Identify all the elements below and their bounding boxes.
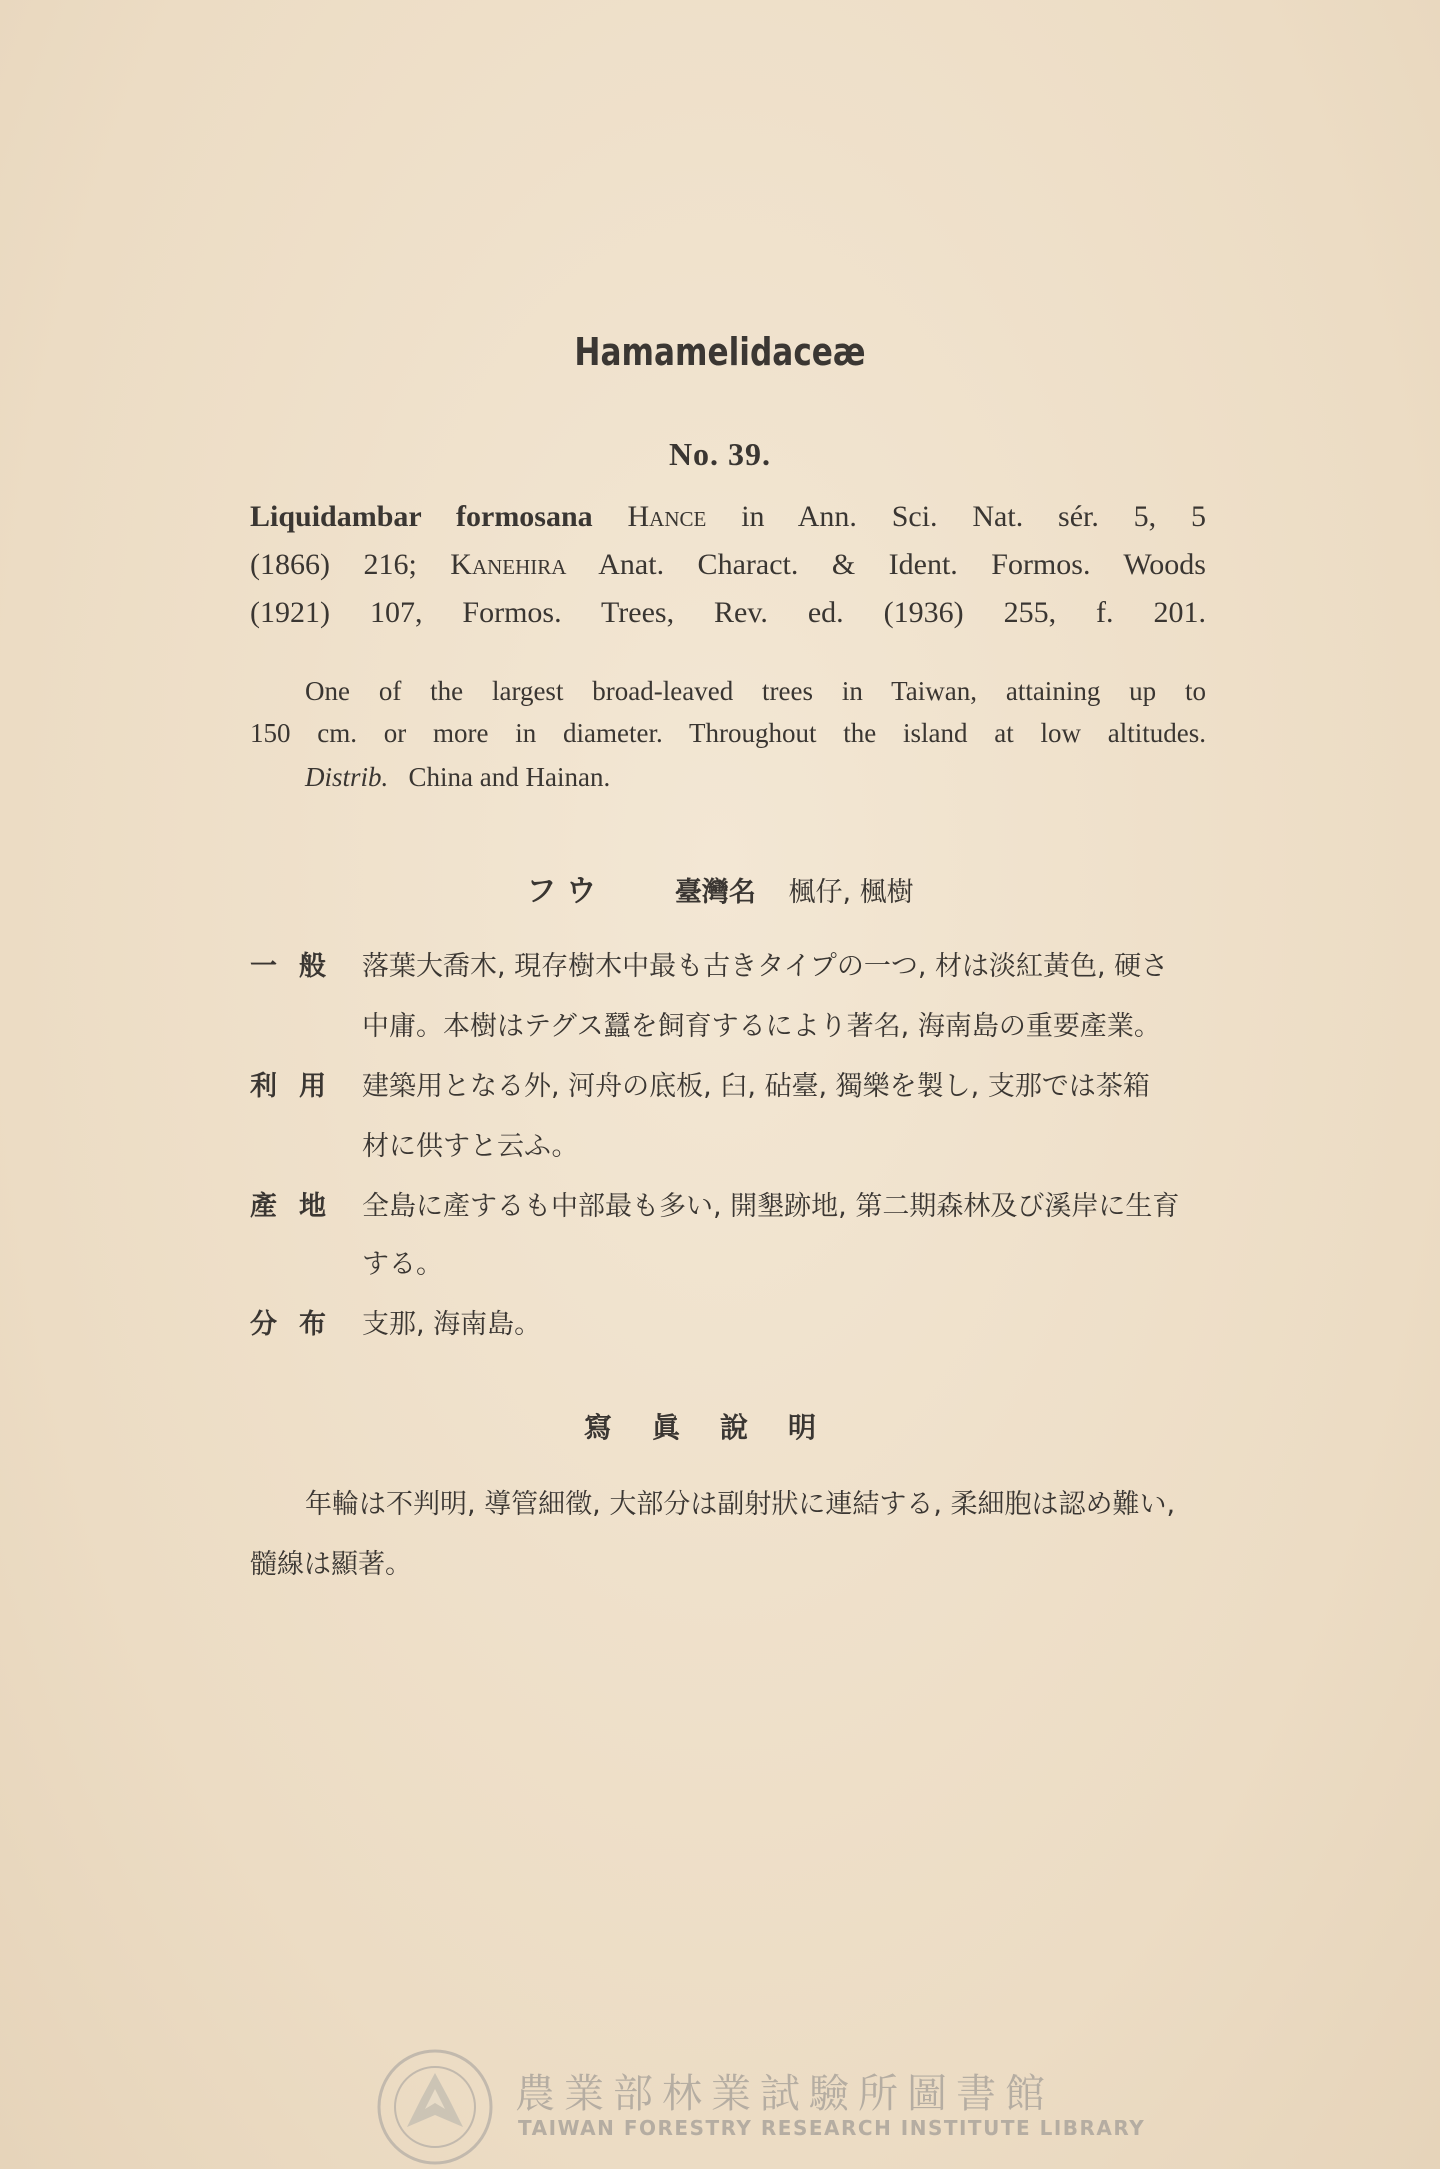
section-label: 分布 (250, 1309, 348, 1340)
author-name-2: Kanehira (450, 548, 567, 581)
entry-number: No. 39. (668, 436, 772, 472)
section-line: 中庸。本樹はテグス蠶を飼育するにより著名, 海南島の重要產業。 (362, 1011, 1161, 1042)
photo-description-line-2: 髓線は顯著。 (250, 1549, 412, 1580)
distribution-line (305, 762, 1261, 793)
author-name: Hance (627, 500, 707, 533)
description-line-1: One of the largest broad-leaved trees in Taiwan, attaining up to (305, 676, 1206, 706)
library-seal-icon (375, 2047, 495, 2167)
section-line: 支那, 海南島。 (362, 1309, 542, 1340)
species-name: Liquidambar formosana (250, 500, 593, 533)
section-label: 一般 (250, 951, 348, 982)
section-label: 利用 (250, 1071, 348, 1102)
photo-description-heading: 寫眞說明 (583, 1411, 856, 1444)
taiwan-name-value: 楓仔, 楓樹 (788, 877, 914, 908)
citation-rest-1: in Ann. Sci. Nat. sér. 5, 5 (741, 500, 1207, 533)
citation-line-2 (250, 548, 1206, 582)
section-label: 產地 (250, 1191, 348, 1222)
distrib-label: Distrib. (305, 762, 389, 792)
library-name-english: TAIWAN FORESTRY RESEARCH INSTITUTE LIBRARY (518, 2116, 1146, 2140)
family-heading: Hamamelidaceæ (574, 330, 866, 374)
japanese-name-heading (0, 866, 1440, 910)
section-line: 建築用となる外, 河舟の底板, 臼, 砧臺, 獨樂を製し, 支那では茶箱 (362, 1071, 1150, 1102)
section-line: 落葉大喬木, 現存樹木中最も古きタイプの一つ, 材は淡紅黃色, 硬さ (362, 951, 1169, 982)
photo-description-line-1: 年輪は不判明, 導管細徵, 大部分は副射狀に連結する, 柔細胞は認め難い, (305, 1489, 1176, 1520)
library-name-chinese: 農業部林業試驗所圖書館 (515, 2071, 1054, 2117)
section-line: 材に供すと云ふ。 (362, 1131, 579, 1162)
section-line: する。 (362, 1249, 443, 1280)
japanese-name: フウ (526, 874, 607, 909)
citation-rest-2: Anat. Charact. & Ident. Formos. Woods (598, 548, 1206, 581)
taiwan-name-label: 臺灣名 (674, 877, 756, 908)
citation-year: (1866) 216; (250, 548, 417, 581)
section-line: 全島に產するも中部最も多い, 開墾跡地, 第二期森林及び溪岸に生育 (362, 1191, 1180, 1222)
citation-line-3: (1921) 107, Formos. Trees, Rev. ed. (1936) 255, f. 201. (250, 596, 1206, 629)
citation-line-1 (250, 500, 1206, 534)
description-line-2: 150 cm. or more in diameter. Throughout the island at low altitudes. (250, 718, 1206, 748)
distrib-value: China and Hainan. (408, 762, 611, 792)
